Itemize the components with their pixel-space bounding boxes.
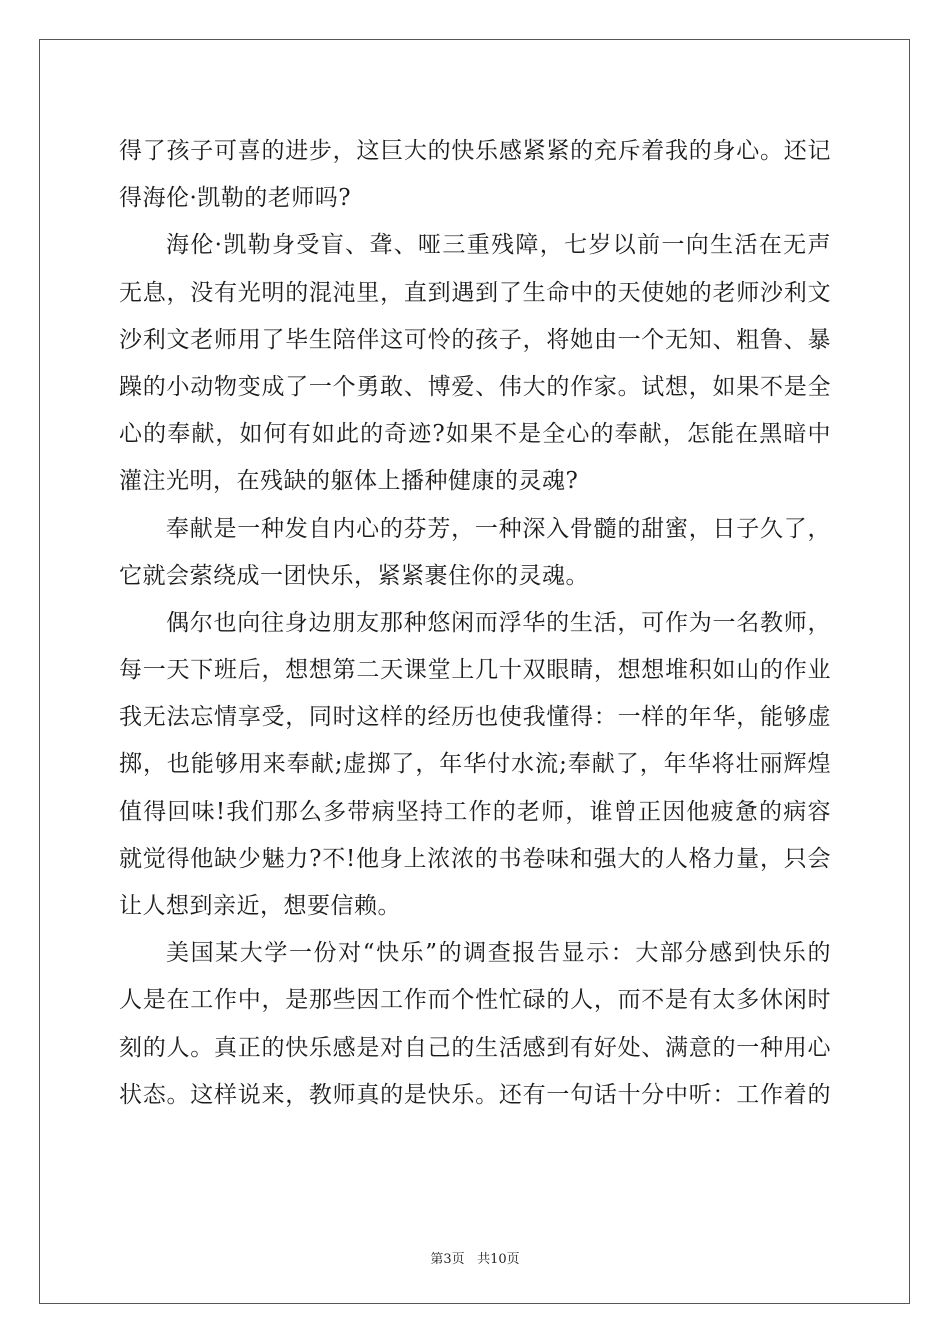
text-line: 躁的小动物变成了一个勇敢、博爱、伟大的作家。试想，如果不是全 <box>119 373 831 400</box>
text-line: 我无法忘情享受，同时这样的经历也使我懂得：一样的年华，能够虚 <box>119 704 831 731</box>
text-line: 得海伦·凯勒的老师吗? <box>119 185 352 212</box>
text-line: 美国某大学一份对“快乐”的调查报告显示：大部分感到快乐的 <box>166 940 831 967</box>
text-line: 每一天下班后，想想第二天课堂上几十双眼睛，想想堆积如山的作业 <box>119 657 831 684</box>
text-line: 心的奉献，如何有如此的奇迹?如果不是全心的奉献，怎能在黑暗中 <box>119 421 831 448</box>
page-number: 第3页 <box>430 1252 465 1267</box>
text-line: 值得回味!我们那么多带病坚持工作的老师，谁曾正因他疲惫的病容 <box>119 798 831 825</box>
text-line: 就觉得他缺少魅力?不!他身上浓浓的书卷味和强大的人格力量，只会 <box>119 845 831 872</box>
text-line: 无息，没有光明的混沌里，直到遇到了生命中的天使她的老师沙利文 <box>119 279 831 306</box>
page-total: 共10页 <box>477 1252 520 1267</box>
text-line: 人是在工作中，是那些因工作而个性忙碌的人，而不是有太多休闲时 <box>119 987 831 1014</box>
text-line: 它就会萦绕成一团快乐，紧紧裹住你的灵魂。 <box>119 562 589 589</box>
text-line: 让人想到亲近，想要信赖。 <box>119 893 401 919</box>
text-line: 灌注光明，在残缺的躯体上播种健康的灵魂? <box>119 468 579 495</box>
text-line: 掷，也能够用来奉献;虚掷了，年华付水流;奉献了，年华将壮丽辉煌 <box>119 751 831 778</box>
text-line: 沙利文老师用了毕生陪伴这可怜的孩子，将她由一个无知、粗鲁、暴 <box>119 326 831 353</box>
page-footer <box>0 1248 950 1267</box>
text-line: 奉献是一种发自内心的芬芳，一种深入骨髓的甜蜜，日子久了， <box>166 515 831 542</box>
text-line: 状态。这样说来，教师真的是快乐。还有一句话十分中听：工作着的 <box>119 1081 831 1108</box>
document-body <box>119 128 831 1119</box>
text-line: 偶尔也向往身边朋友那种悠闲而浮华的生活，可作为一名教师， <box>166 609 831 636</box>
text-line: 得了孩子可喜的进步，这巨大的快乐感紧紧的充斥着我的身心。还记 <box>119 138 831 164</box>
text-line: 刻的人。真正的快乐感是对自己的生活感到有好处、满意的一种用心 <box>119 1034 831 1061</box>
text-line: 海伦·凯勒身受盲、聋、哑三重残障，七岁以前一向生活在无声 <box>166 232 831 259</box>
